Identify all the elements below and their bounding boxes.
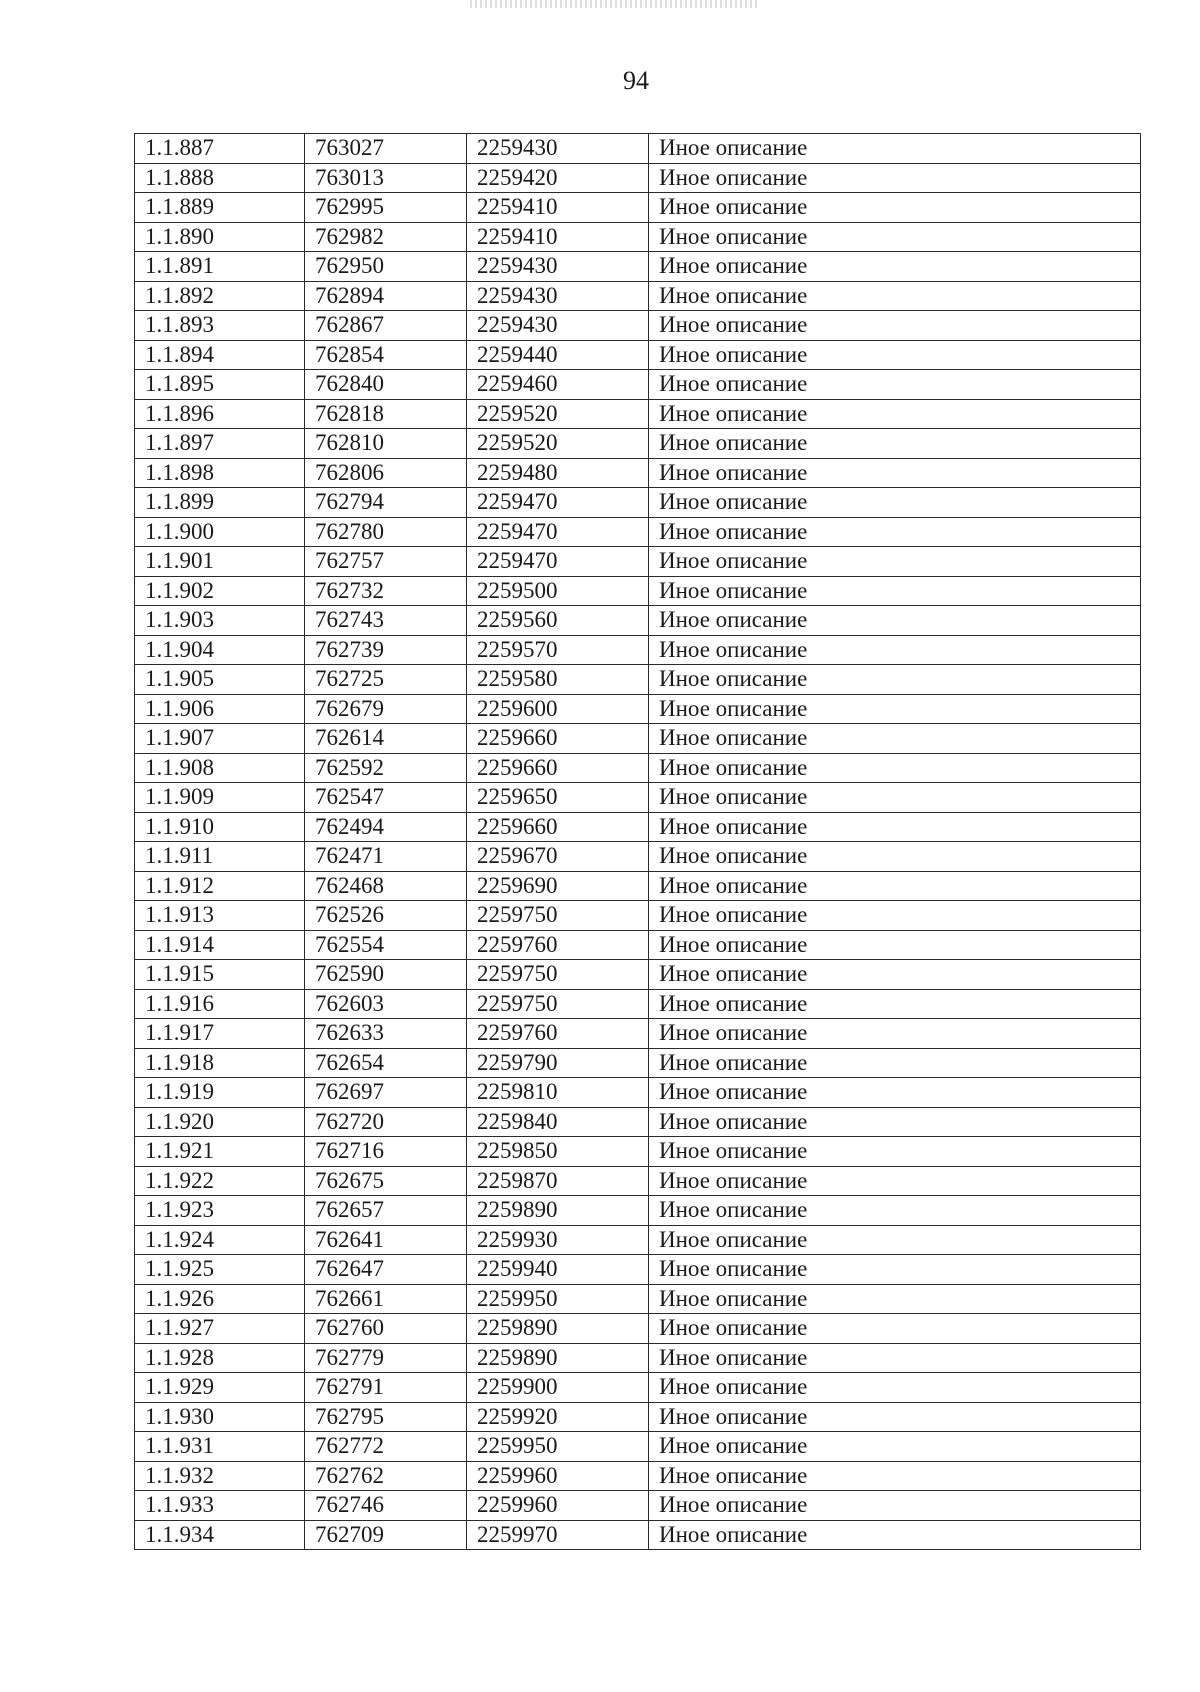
table-row bbox=[135, 1343, 1141, 1373]
x-coordinate-cell: 762743 bbox=[305, 606, 467, 636]
table-row bbox=[135, 842, 1141, 872]
point-number-cell: 1.1.917 bbox=[135, 1019, 305, 1049]
point-number-cell: 1.1.896 bbox=[135, 399, 305, 429]
description-cell: Иное описание bbox=[649, 606, 1141, 636]
description-cell: Иное описание bbox=[649, 1491, 1141, 1521]
x-coordinate-cell: 762995 bbox=[305, 193, 467, 223]
description-cell: Иное описание bbox=[649, 812, 1141, 842]
table-row bbox=[135, 960, 1141, 990]
description-cell: Иное описание bbox=[649, 488, 1141, 518]
description-cell: Иное описание bbox=[649, 311, 1141, 341]
table-row bbox=[135, 311, 1141, 341]
x-coordinate-cell: 762679 bbox=[305, 694, 467, 724]
y-coordinate-cell: 2259430 bbox=[467, 134, 649, 164]
y-coordinate-cell: 2259670 bbox=[467, 842, 649, 872]
table-row bbox=[135, 458, 1141, 488]
point-number-cell: 1.1.925 bbox=[135, 1255, 305, 1285]
table-row bbox=[135, 724, 1141, 754]
table-row bbox=[135, 1137, 1141, 1167]
x-coordinate-cell: 762779 bbox=[305, 1343, 467, 1373]
table-row bbox=[135, 429, 1141, 459]
description-cell: Иное описание bbox=[649, 901, 1141, 931]
table-row bbox=[135, 1196, 1141, 1226]
table-row bbox=[135, 1432, 1141, 1462]
page-number: 94 bbox=[623, 66, 649, 95]
y-coordinate-cell: 2259470 bbox=[467, 547, 649, 577]
table-row bbox=[135, 576, 1141, 606]
point-number-cell: 1.1.933 bbox=[135, 1491, 305, 1521]
y-coordinate-cell: 2259950 bbox=[467, 1284, 649, 1314]
description-cell: Иное описание bbox=[649, 1078, 1141, 1108]
table-row bbox=[135, 1225, 1141, 1255]
table-row bbox=[135, 193, 1141, 223]
table-row bbox=[135, 665, 1141, 695]
x-coordinate-cell: 762654 bbox=[305, 1048, 467, 1078]
description-cell: Иное описание bbox=[649, 989, 1141, 1019]
table-row bbox=[135, 1019, 1141, 1049]
point-number-cell: 1.1.890 bbox=[135, 222, 305, 252]
point-number-cell: 1.1.919 bbox=[135, 1078, 305, 1108]
x-coordinate-cell: 762468 bbox=[305, 871, 467, 901]
point-number-cell: 1.1.913 bbox=[135, 901, 305, 931]
y-coordinate-cell: 2259790 bbox=[467, 1048, 649, 1078]
table-row bbox=[135, 1402, 1141, 1432]
description-cell: Иное описание bbox=[649, 1314, 1141, 1344]
table-row bbox=[135, 134, 1141, 164]
y-coordinate-cell: 2259760 bbox=[467, 1019, 649, 1049]
point-number-cell: 1.1.888 bbox=[135, 163, 305, 193]
point-number-cell: 1.1.926 bbox=[135, 1284, 305, 1314]
y-coordinate-cell: 2259480 bbox=[467, 458, 649, 488]
x-coordinate-cell: 762661 bbox=[305, 1284, 467, 1314]
y-coordinate-cell: 2259850 bbox=[467, 1137, 649, 1167]
table-row bbox=[135, 252, 1141, 282]
description-cell: Иное описание bbox=[649, 930, 1141, 960]
table-row bbox=[135, 1048, 1141, 1078]
y-coordinate-cell: 2259690 bbox=[467, 871, 649, 901]
point-number-cell: 1.1.905 bbox=[135, 665, 305, 695]
x-coordinate-cell: 762547 bbox=[305, 783, 467, 813]
x-coordinate-cell: 762772 bbox=[305, 1432, 467, 1462]
table-row bbox=[135, 635, 1141, 665]
y-coordinate-cell: 2259750 bbox=[467, 989, 649, 1019]
y-coordinate-cell: 2259470 bbox=[467, 517, 649, 547]
x-coordinate-cell: 763027 bbox=[305, 134, 467, 164]
x-coordinate-cell: 762794 bbox=[305, 488, 467, 518]
y-coordinate-cell: 2259660 bbox=[467, 812, 649, 842]
y-coordinate-cell: 2259890 bbox=[467, 1343, 649, 1373]
description-cell: Иное описание bbox=[649, 1373, 1141, 1403]
x-coordinate-cell: 762894 bbox=[305, 281, 467, 311]
table-row bbox=[135, 694, 1141, 724]
description-cell: Иное описание bbox=[649, 1432, 1141, 1462]
point-number-cell: 1.1.916 bbox=[135, 989, 305, 1019]
x-coordinate-cell: 763013 bbox=[305, 163, 467, 193]
y-coordinate-cell: 2259890 bbox=[467, 1314, 649, 1344]
table-row bbox=[135, 488, 1141, 518]
description-cell: Иное описание bbox=[649, 724, 1141, 754]
y-coordinate-cell: 2259430 bbox=[467, 311, 649, 341]
table-row bbox=[135, 1255, 1141, 1285]
x-coordinate-cell: 762716 bbox=[305, 1137, 467, 1167]
y-coordinate-cell: 2259440 bbox=[467, 340, 649, 370]
description-cell: Иное описание bbox=[649, 1343, 1141, 1373]
point-number-cell: 1.1.932 bbox=[135, 1461, 305, 1491]
description-cell: Иное описание bbox=[649, 576, 1141, 606]
description-cell: Иное описание bbox=[649, 1137, 1141, 1167]
point-number-cell: 1.1.891 bbox=[135, 252, 305, 282]
x-coordinate-cell: 762746 bbox=[305, 1491, 467, 1521]
point-number-cell: 1.1.899 bbox=[135, 488, 305, 518]
point-number-cell: 1.1.924 bbox=[135, 1225, 305, 1255]
x-coordinate-cell: 762806 bbox=[305, 458, 467, 488]
description-cell: Иное описание bbox=[649, 340, 1141, 370]
point-number-cell: 1.1.911 bbox=[135, 842, 305, 872]
description-cell: Иное описание bbox=[649, 753, 1141, 783]
y-coordinate-cell: 2259950 bbox=[467, 1432, 649, 1462]
table-row bbox=[135, 399, 1141, 429]
table-body bbox=[135, 134, 1141, 1550]
x-coordinate-cell: 762647 bbox=[305, 1255, 467, 1285]
x-coordinate-cell: 762554 bbox=[305, 930, 467, 960]
description-cell: Иное описание bbox=[649, 694, 1141, 724]
description-cell: Иное описание bbox=[649, 399, 1141, 429]
y-coordinate-cell: 2259410 bbox=[467, 222, 649, 252]
point-number-cell: 1.1.912 bbox=[135, 871, 305, 901]
x-coordinate-cell: 762471 bbox=[305, 842, 467, 872]
x-coordinate-cell: 762720 bbox=[305, 1107, 467, 1137]
x-coordinate-cell: 762840 bbox=[305, 370, 467, 400]
table-row bbox=[135, 1166, 1141, 1196]
point-number-cell: 1.1.892 bbox=[135, 281, 305, 311]
y-coordinate-cell: 2259930 bbox=[467, 1225, 649, 1255]
point-number-cell: 1.1.903 bbox=[135, 606, 305, 636]
x-coordinate-cell: 762982 bbox=[305, 222, 467, 252]
coordinates-table bbox=[134, 133, 1141, 1550]
x-coordinate-cell: 762590 bbox=[305, 960, 467, 990]
point-number-cell: 1.1.904 bbox=[135, 635, 305, 665]
y-coordinate-cell: 2259520 bbox=[467, 399, 649, 429]
x-coordinate-cell: 762791 bbox=[305, 1373, 467, 1403]
y-coordinate-cell: 2259430 bbox=[467, 252, 649, 282]
description-cell: Иное описание bbox=[649, 429, 1141, 459]
table-row bbox=[135, 370, 1141, 400]
point-number-cell: 1.1.893 bbox=[135, 311, 305, 341]
description-cell: Иное описание bbox=[649, 1107, 1141, 1137]
y-coordinate-cell: 2259520 bbox=[467, 429, 649, 459]
description-cell: Иное описание bbox=[649, 547, 1141, 577]
x-coordinate-cell: 762810 bbox=[305, 429, 467, 459]
table-row bbox=[135, 340, 1141, 370]
description-cell: Иное описание bbox=[649, 960, 1141, 990]
description-cell: Иное описание bbox=[649, 1402, 1141, 1432]
description-cell: Иное описание bbox=[649, 193, 1141, 223]
description-cell: Иное описание bbox=[649, 842, 1141, 872]
x-coordinate-cell: 762709 bbox=[305, 1520, 467, 1550]
y-coordinate-cell: 2259410 bbox=[467, 193, 649, 223]
point-number-cell: 1.1.934 bbox=[135, 1520, 305, 1550]
description-cell: Иное описание bbox=[649, 1048, 1141, 1078]
point-number-cell: 1.1.915 bbox=[135, 960, 305, 990]
table-row bbox=[135, 1491, 1141, 1521]
description-cell: Иное описание bbox=[649, 222, 1141, 252]
x-coordinate-cell: 762757 bbox=[305, 547, 467, 577]
table-row bbox=[135, 1314, 1141, 1344]
point-number-cell: 1.1.931 bbox=[135, 1432, 305, 1462]
table-row bbox=[135, 783, 1141, 813]
y-coordinate-cell: 2259650 bbox=[467, 783, 649, 813]
x-coordinate-cell: 762950 bbox=[305, 252, 467, 282]
y-coordinate-cell: 2259750 bbox=[467, 960, 649, 990]
description-cell: Иное описание bbox=[649, 665, 1141, 695]
x-coordinate-cell: 762592 bbox=[305, 753, 467, 783]
x-coordinate-cell: 762697 bbox=[305, 1078, 467, 1108]
table-row bbox=[135, 606, 1141, 636]
x-coordinate-cell: 762494 bbox=[305, 812, 467, 842]
description-cell: Иное описание bbox=[649, 1225, 1141, 1255]
x-coordinate-cell: 762732 bbox=[305, 576, 467, 606]
point-number-cell: 1.1.920 bbox=[135, 1107, 305, 1137]
x-coordinate-cell: 762760 bbox=[305, 1314, 467, 1344]
y-coordinate-cell: 2259500 bbox=[467, 576, 649, 606]
point-number-cell: 1.1.914 bbox=[135, 930, 305, 960]
x-coordinate-cell: 762657 bbox=[305, 1196, 467, 1226]
y-coordinate-cell: 2259960 bbox=[467, 1491, 649, 1521]
description-cell: Иное описание bbox=[649, 783, 1141, 813]
point-number-cell: 1.1.894 bbox=[135, 340, 305, 370]
table-row bbox=[135, 547, 1141, 577]
point-number-cell: 1.1.897 bbox=[135, 429, 305, 459]
x-coordinate-cell: 762867 bbox=[305, 311, 467, 341]
description-cell: Иное описание bbox=[649, 163, 1141, 193]
table-row bbox=[135, 1284, 1141, 1314]
point-number-cell: 1.1.901 bbox=[135, 547, 305, 577]
point-number-cell: 1.1.927 bbox=[135, 1314, 305, 1344]
x-coordinate-cell: 762614 bbox=[305, 724, 467, 754]
y-coordinate-cell: 2259560 bbox=[467, 606, 649, 636]
table-row bbox=[135, 1520, 1141, 1550]
point-number-cell: 1.1.906 bbox=[135, 694, 305, 724]
x-coordinate-cell: 762633 bbox=[305, 1019, 467, 1049]
table-row bbox=[135, 753, 1141, 783]
point-number-cell: 1.1.930 bbox=[135, 1402, 305, 1432]
y-coordinate-cell: 2259460 bbox=[467, 370, 649, 400]
point-number-cell: 1.1.887 bbox=[135, 134, 305, 164]
y-coordinate-cell: 2259900 bbox=[467, 1373, 649, 1403]
x-coordinate-cell: 762603 bbox=[305, 989, 467, 1019]
point-number-cell: 1.1.928 bbox=[135, 1343, 305, 1373]
point-number-cell: 1.1.900 bbox=[135, 517, 305, 547]
table-row bbox=[135, 1461, 1141, 1491]
description-cell: Иное описание bbox=[649, 1196, 1141, 1226]
x-coordinate-cell: 762818 bbox=[305, 399, 467, 429]
table-row bbox=[135, 812, 1141, 842]
y-coordinate-cell: 2259470 bbox=[467, 488, 649, 518]
x-coordinate-cell: 762739 bbox=[305, 635, 467, 665]
point-number-cell: 1.1.889 bbox=[135, 193, 305, 223]
description-cell: Иное описание bbox=[649, 1019, 1141, 1049]
x-coordinate-cell: 762795 bbox=[305, 1402, 467, 1432]
table-row bbox=[135, 901, 1141, 931]
point-number-cell: 1.1.908 bbox=[135, 753, 305, 783]
description-cell: Иное описание bbox=[649, 635, 1141, 665]
table-row bbox=[135, 517, 1141, 547]
y-coordinate-cell: 2259420 bbox=[467, 163, 649, 193]
x-coordinate-cell: 762675 bbox=[305, 1166, 467, 1196]
table-row bbox=[135, 930, 1141, 960]
y-coordinate-cell: 2259940 bbox=[467, 1255, 649, 1285]
y-coordinate-cell: 2259960 bbox=[467, 1461, 649, 1491]
table-row bbox=[135, 222, 1141, 252]
point-number-cell: 1.1.921 bbox=[135, 1137, 305, 1167]
y-coordinate-cell: 2259580 bbox=[467, 665, 649, 695]
point-number-cell: 1.1.923 bbox=[135, 1196, 305, 1226]
y-coordinate-cell: 2259760 bbox=[467, 930, 649, 960]
description-cell: Иное описание bbox=[649, 134, 1141, 164]
description-cell: Иное описание bbox=[649, 1255, 1141, 1285]
x-coordinate-cell: 762526 bbox=[305, 901, 467, 931]
point-number-cell: 1.1.898 bbox=[135, 458, 305, 488]
description-cell: Иное описание bbox=[649, 458, 1141, 488]
table-row bbox=[135, 871, 1141, 901]
y-coordinate-cell: 2259840 bbox=[467, 1107, 649, 1137]
x-coordinate-cell: 762780 bbox=[305, 517, 467, 547]
y-coordinate-cell: 2259870 bbox=[467, 1166, 649, 1196]
y-coordinate-cell: 2259890 bbox=[467, 1196, 649, 1226]
description-cell: Иное описание bbox=[649, 517, 1141, 547]
table-row bbox=[135, 1078, 1141, 1108]
y-coordinate-cell: 2259660 bbox=[467, 753, 649, 783]
description-cell: Иное описание bbox=[649, 1166, 1141, 1196]
point-number-cell: 1.1.922 bbox=[135, 1166, 305, 1196]
description-cell: Иное описание bbox=[649, 1284, 1141, 1314]
x-coordinate-cell: 762854 bbox=[305, 340, 467, 370]
description-cell: Иное описание bbox=[649, 1461, 1141, 1491]
x-coordinate-cell: 762641 bbox=[305, 1225, 467, 1255]
description-cell: Иное описание bbox=[649, 871, 1141, 901]
table-row bbox=[135, 281, 1141, 311]
y-coordinate-cell: 2259570 bbox=[467, 635, 649, 665]
y-coordinate-cell: 2259600 bbox=[467, 694, 649, 724]
table-row bbox=[135, 1107, 1141, 1137]
point-number-cell: 1.1.929 bbox=[135, 1373, 305, 1403]
point-number-cell: 1.1.918 bbox=[135, 1048, 305, 1078]
y-coordinate-cell: 2259810 bbox=[467, 1078, 649, 1108]
description-cell: Иное описание bbox=[649, 252, 1141, 282]
point-number-cell: 1.1.895 bbox=[135, 370, 305, 400]
point-number-cell: 1.1.907 bbox=[135, 724, 305, 754]
point-number-cell: 1.1.910 bbox=[135, 812, 305, 842]
point-number-cell: 1.1.902 bbox=[135, 576, 305, 606]
point-number-cell: 1.1.909 bbox=[135, 783, 305, 813]
y-coordinate-cell: 2259920 bbox=[467, 1402, 649, 1432]
table-row bbox=[135, 989, 1141, 1019]
x-coordinate-cell: 762762 bbox=[305, 1461, 467, 1491]
table-row bbox=[135, 1373, 1141, 1403]
table-row bbox=[135, 163, 1141, 193]
x-coordinate-cell: 762725 bbox=[305, 665, 467, 695]
description-cell: Иное описание bbox=[649, 370, 1141, 400]
y-coordinate-cell: 2259750 bbox=[467, 901, 649, 931]
y-coordinate-cell: 2259970 bbox=[467, 1520, 649, 1550]
y-coordinate-cell: 2259660 bbox=[467, 724, 649, 754]
description-cell: Иное описание bbox=[649, 281, 1141, 311]
scan-artifact bbox=[470, 0, 760, 8]
description-cell: Иное описание bbox=[649, 1520, 1141, 1550]
y-coordinate-cell: 2259430 bbox=[467, 281, 649, 311]
